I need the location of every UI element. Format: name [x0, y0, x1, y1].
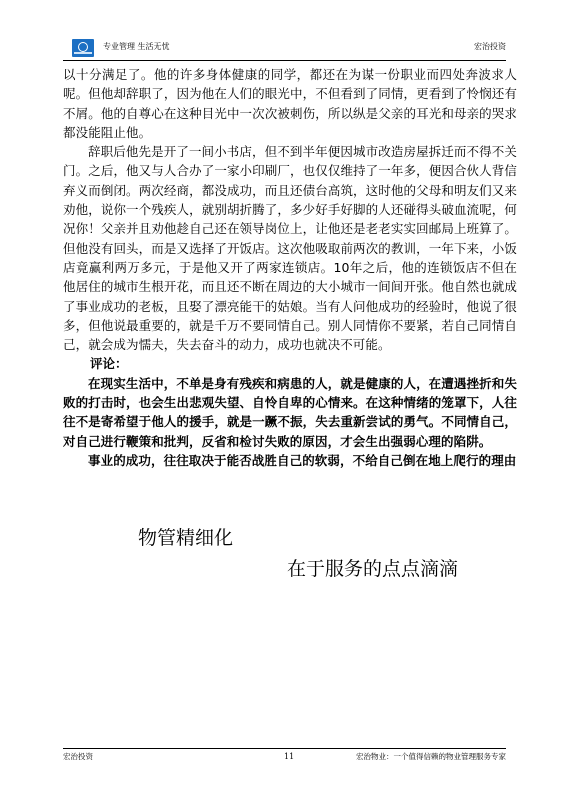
page-header [63, 37, 506, 59]
footer-divider [63, 748, 506, 749]
page-number: 11 [284, 752, 295, 761]
slogan-line-2: 在于服务的点点滴滴 [287, 558, 459, 580]
header-divider [63, 60, 506, 61]
page-footer [63, 752, 506, 766]
slogan-line-1: 物管精细化 [138, 527, 234, 549]
article-body [63, 65, 517, 470]
body-paragraph-2: 辞职后他先是开了一间小书店，但不到半年便因城市改造房屋拆迁而不得不关门。之后，他又与人合办了一家小印刷厂，也仅仅维持了一年多，便因合伙人背信弃义而倒闭。两次经商，都没成功，而且还债台高筑，这时他的父母和明友们又来劝他，说你一个残疾人，就别胡折腾了，多少好手好脚的人还碰得头破血流呢，何况你！父亲并且劝他趁自己还在领导岗位上，让他还是老老实实回邮局上班算了。但他没有回头，而是又选择了开饭店。这次他吸取前两次的教训，一年下来，小饭店竟赢利两万多元，于是他又开了两家连锁店。10年之后，他的连锁饭店不但在他居住的城市生根开花，而且还不断在周边的大小城市一间间开张。他自然也就成了事业成功的老板，且娶了漂亮能干的姑娘。当有人问他成功的经验时，他说了很多，但他说最重要的，就是千万不要同情自己。别人同情你不要紧，若自己同情自己，就会成为懦夫，失去奋斗的动力，成功也就决不可能。 [63, 144, 517, 353]
footer-company: 宏治投资 [63, 752, 93, 761]
footer-tagline: 宏治物业：一个值得信赖的物业管理服务专家 [356, 752, 506, 761]
body-paragraph-1: 以十分满足了。他的许多身体健康的同学，都还在为谋一份职业而四处奔波求人呢。但他却辞职了，因为他在人们的眼光中，不但看到了同情，更看到了怜悯还有不屑。他的自尊心在这种目光中一次次被刺伤，所以纵是父亲的耳光和母亲的哭求都没能阻止他。 [63, 67, 517, 140]
header-company: 宏治投资 [474, 42, 506, 51]
company-logo-icon [72, 39, 94, 57]
comment-label: 评论： [90, 356, 128, 372]
comment-paragraph-2: 事业的成功，往往取决于能否战胜自己的软弱，不给自己倒在地上爬行的理由 [88, 452, 517, 468]
comment-paragraph-1: 在现实生活中，不单是身有残疾和病患的人，就是健康的人，在遭遇挫折和失败的打击时，也会生出悲观失望、自怜自卑的心情来。在这种情绪的笼罩下，人往往不是寄希望于他人的援手，就是一蹶不振，失去重新尝试的勇气。不同情自己，对自己进行鞭策和批判，反省和检讨失败的原因，才会生出强弱心理的陷阱。 [63, 375, 517, 449]
header-slogan: 专业管理 生活无忧 [103, 42, 170, 51]
